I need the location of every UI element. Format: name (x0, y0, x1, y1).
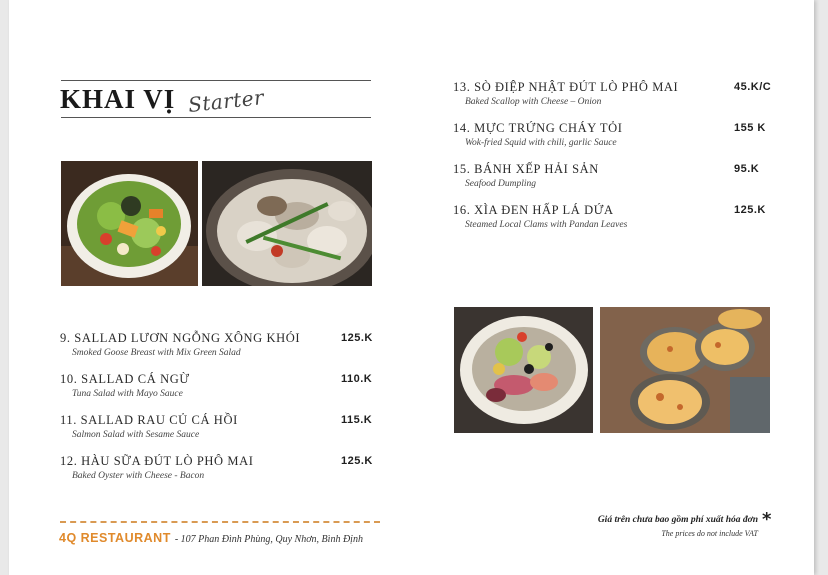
footer-address-line (59, 529, 363, 547)
menu-item-10 (60, 372, 378, 399)
menu-item-14 (453, 121, 771, 148)
menu-item-english: Steamed Local Clams with Pandan Leaves (465, 220, 628, 230)
menu-item-english: Wok-fried Squid with chili, garlic Sauce (465, 138, 617, 148)
menu-item-price: 125.K (341, 455, 373, 467)
menu-item-price: 110.K (341, 373, 373, 385)
menu-item-name: 14. MỰC TRỨNG CHÁY TỎI (453, 121, 623, 135)
section-title: KHAI VỊ (60, 84, 176, 114)
menu-item-price: 155 K (734, 122, 766, 134)
title-top-rule (61, 80, 371, 81)
menu-item-9 (60, 331, 378, 358)
menu-item-name: 10. SALLAD CÁ NGỪ (60, 372, 190, 386)
menu-item-name: 12. HÀU SỮA ĐÚT LÒ PHÔ MAI (60, 454, 254, 468)
photo-salmon-salad (454, 307, 593, 433)
title-bottom-rule (61, 117, 371, 118)
menu-item-12 (60, 454, 378, 481)
asterisk-mark: * (762, 509, 772, 530)
menu-item-english: Seafood Dumpling (465, 179, 536, 189)
menu-item-english: Tuna Salad with Mayo Sauce (72, 389, 183, 399)
menu-item-name: 16. XÌA ĐEN HẤP LÁ DỨA (453, 203, 614, 217)
restaurant-address: - 107 Phan Đình Phùng, Quy Nhơn, Bình Định (174, 534, 363, 545)
menu-item-price: 125.K (734, 204, 766, 216)
menu-item-english: Baked Scallop with Cheese – Onion (465, 97, 602, 107)
footer-dashed-divider (60, 521, 380, 523)
menu-item-11 (60, 413, 378, 440)
menu-item-name: 11. SALLAD RAU CỦ CÁ HỒI (60, 413, 238, 427)
menu-item-price: 125.K (341, 332, 373, 344)
menu-item-price: 95.K (734, 163, 760, 175)
menu-item-name: 13. SÒ ĐIỆP NHẬT ĐÚT LÒ PHÔ MAI (453, 80, 679, 94)
menu-page (9, 0, 814, 575)
price-note-english: The prices do not include VAT (661, 529, 758, 538)
menu-item-price: 115.K (341, 414, 373, 426)
menu-item-price: 45.K/C (734, 81, 772, 93)
menu-item-15 (453, 162, 771, 189)
restaurant-brand: 4Q RESTAURANT (59, 531, 171, 545)
price-note-vietnamese: Giá trên chưa bao gồm phí xuất hóa đơn (597, 515, 758, 525)
menu-item-16 (453, 203, 771, 230)
menu-item-name: 9. SALLAD LƯƠN NGỖNG XÔNG KHÓI (60, 331, 301, 345)
menu-item-english: Baked Oyster with Cheese - Bacon (72, 471, 205, 481)
menu-item-english: Salmon Salad with Sesame Sauce (72, 430, 200, 440)
section-subtitle-script: Starter (186, 85, 266, 117)
photo-salad (61, 161, 198, 286)
photo-clams (202, 161, 372, 286)
menu-item-english: Smoked Goose Breast with Mix Green Salad (72, 348, 241, 358)
menu-item-13 (453, 80, 771, 107)
photo-baked-oysters (600, 307, 770, 433)
menu-item-name: 15. BÁNH XẾP HẢI SẢN (453, 162, 599, 176)
